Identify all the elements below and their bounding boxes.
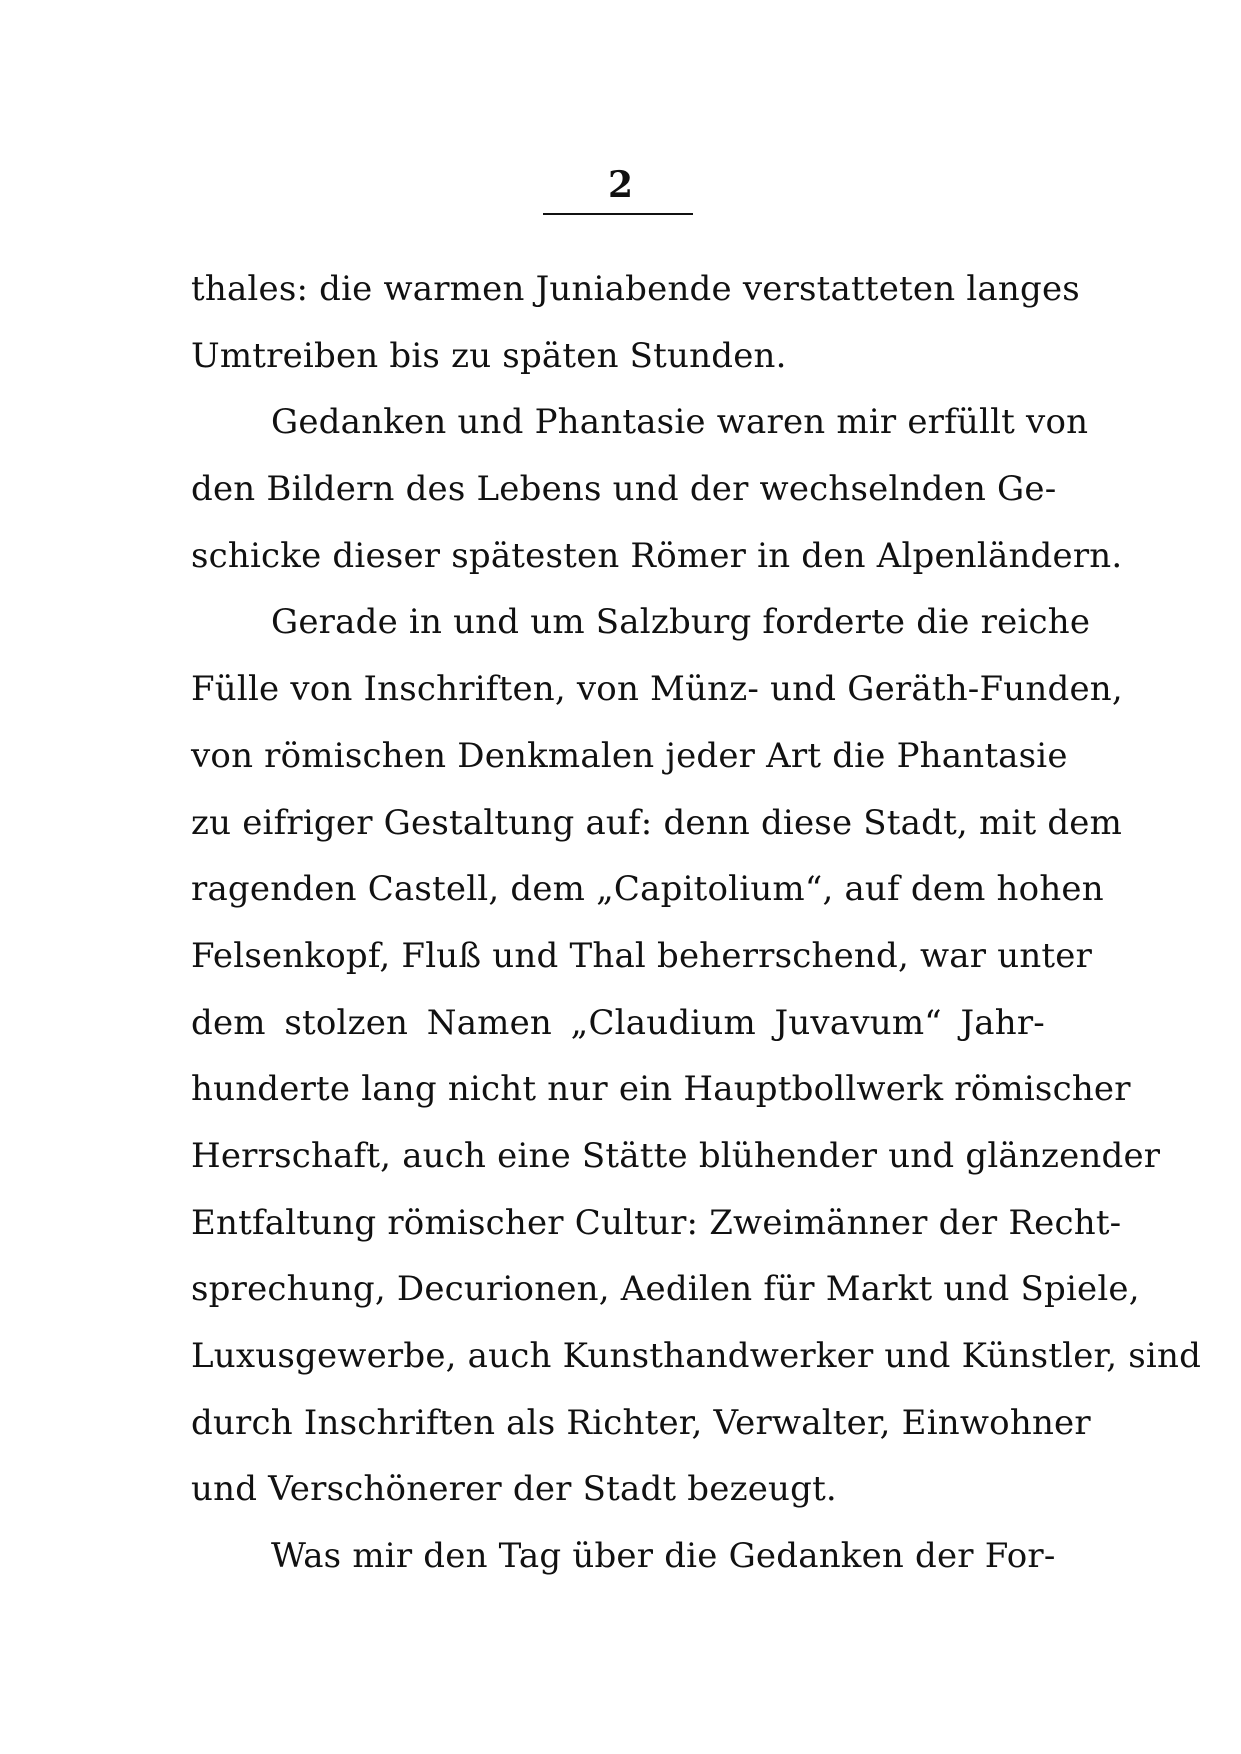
text-line: Felsenkopf, Fluß und Thal beherrschend, war unter bbox=[191, 935, 1093, 976]
text-line: hunderte lang nicht nur ein Hauptbollwerk römischer bbox=[191, 1069, 1131, 1110]
paragraph-start-line: Was mir den Tag über die Gedanken der For- bbox=[271, 1536, 1056, 1577]
text-line: den Bildern des Lebens und der wechselnden Ge- bbox=[191, 469, 1057, 510]
text-line: durch Inschriften als Richter, Verwalter, Einwohner bbox=[191, 1402, 1091, 1443]
text-line: sprechung, Decurionen, Aedilen für Markt und Spiele, bbox=[191, 1269, 1140, 1310]
text-line: ragenden Castell, dem „Capitolium“, auf dem hohen bbox=[191, 869, 1104, 910]
text-line: dem stolzen Namen „Claudium Juvavum“ Jahr- bbox=[191, 1002, 1045, 1043]
text-line: Umtreiben bis zu späten Stunden. bbox=[191, 335, 787, 376]
text-line: Entfaltung römischer Cultur: Zweimänner der Recht- bbox=[191, 1202, 1122, 1243]
text-line: zu eifriger Gestaltung auf: denn diese Stadt, mit dem bbox=[191, 802, 1123, 843]
page-number: 2 bbox=[607, 164, 634, 206]
text-line: Luxusgewerbe, auch Kunsthandwerker und Künstler, sind bbox=[191, 1336, 1202, 1376]
text-line: Herrschaft, auch eine Stätte blühender und glänzender bbox=[191, 1135, 1161, 1176]
paragraph-start-line: Gedanken und Phantasie waren mir erfüllt von bbox=[271, 402, 1089, 443]
text-line: von römischen Denkmalen jeder Art die Phantasie bbox=[191, 735, 1068, 776]
text-line: und Verschönerer der Stadt bezeugt. bbox=[191, 1469, 837, 1510]
text-line: schicke dieser spätesten Römer in den Alpenländern. bbox=[191, 535, 1123, 576]
text-line: thales: die warmen Juniabende verstatteten langes bbox=[191, 269, 1080, 309]
paragraph-start-line: Gerade in und um Salzburg forderte die reiche bbox=[271, 602, 1091, 643]
text-line: Fülle von Inschriften, von Münz- und Geräth-Funden, bbox=[191, 669, 1123, 710]
header-rule bbox=[543, 213, 693, 215]
body-text bbox=[191, 256, 1202, 1590]
